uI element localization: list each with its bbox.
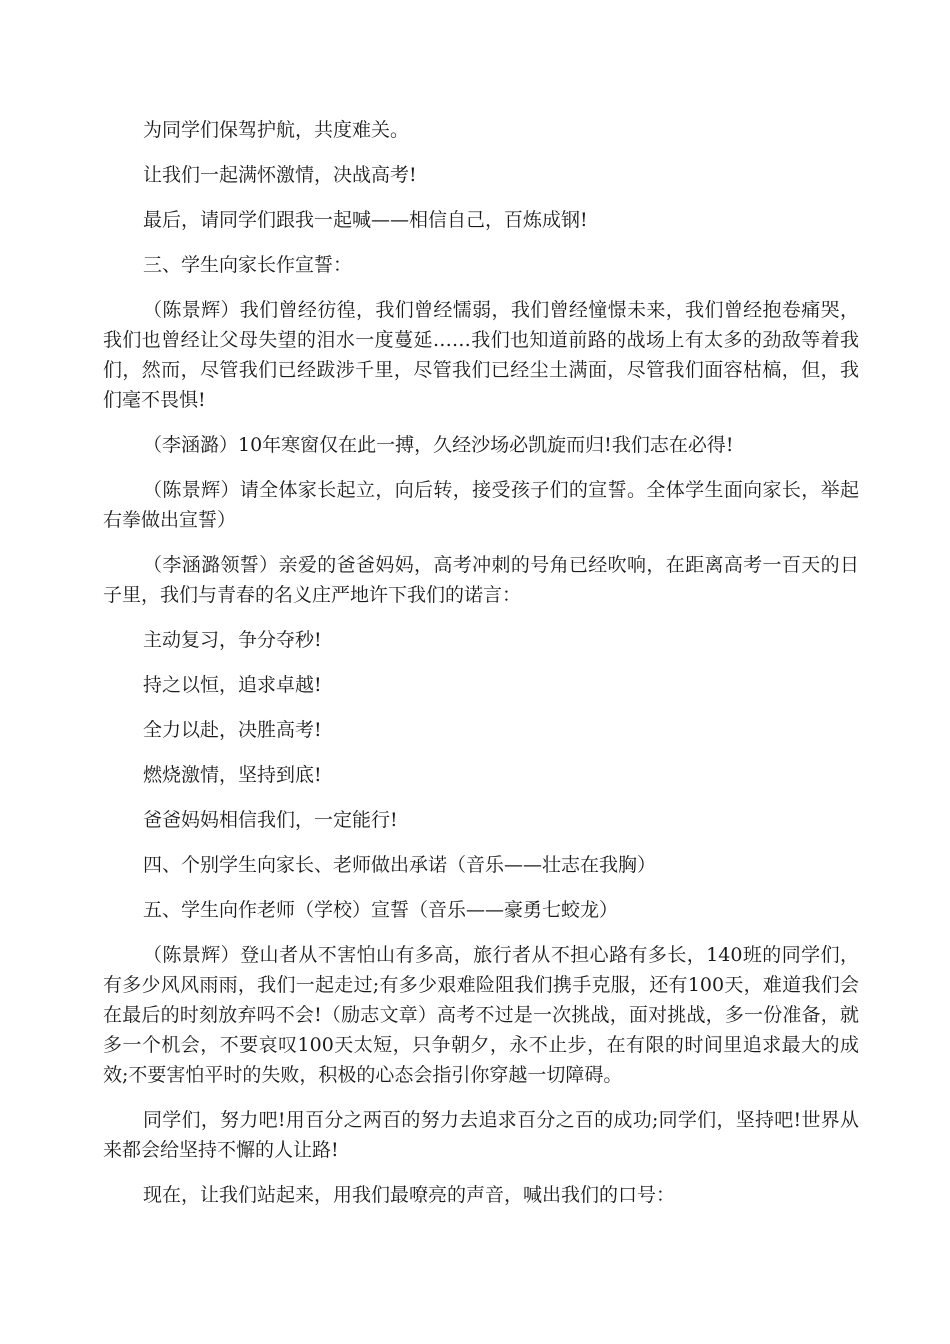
paragraph-chen-encouragement: （陈景辉）登山者从不害怕山有多高，旅行者从不担心路有多长，140班的同学们，有多少风风雨雨，我们一起走过;有多少艰难险阻我们携手克服，还有100天，难道我们会在最后的时刻放弃吗不会!（励志文章）高考不过是一次挑战，面对挑战，多一份准备，就多一个机会，不要哀叹100天太短，只争朝夕，永不止步，在有限的时间里追求最大的成效;不要害怕平时的失败，积极的心态会指引你穿越一切障碍。 [103,944,859,1086]
paragraph-stand-up: 现在，让我们站起来，用我们最嘹亮的声音，喊出我们的口号： [143,1184,676,1206]
paragraph-chen-instruction: （陈景辉）请全体家长起立，向后转，接受孩子们的宣誓。全体学生面向家长，举起右拳做出宣誓） [103,479,859,531]
paragraph-classmates-cheer: 同学们，努力吧!用百分之两百的努力去追求百分之百的成功;同学们，坚持吧!世界从来都会给坚持不懈的人让路! [103,1109,859,1161]
paragraph-escort: 为同学们保驾护航，共度难关。 [143,119,410,141]
paragraph-li-oath-lead: （李涵潞领誓）亲爱的爸爸妈妈，高考冲刺的号角已经吹响，在距离高考一百天的日子里，我们与青春的名义庄严地许下我们的诺言： [103,554,859,606]
paragraph-li-speech: （李涵潞）10年寒窗仅在此一搏，久经沙场必凯旋而归!我们志在必得! [143,434,734,456]
document-body [103,115,859,1225]
oath-line-1: 主动复习，争分夺秒! [143,629,322,651]
section-heading-four: 四、个别学生向家长、老师做出承诺（音乐——壮志在我胸） [143,854,657,876]
paragraph-slogan-call: 最后，请同学们跟我一起喊——相信自己，百炼成钢! [143,209,588,231]
oath-line-5: 爸爸妈妈相信我们，一定能行! [143,809,398,831]
paragraph-chen-speech: （陈景辉）我们曾经彷徨，我们曾经懦弱，我们曾经憧憬未来，我们曾经抱卷痛哭，我们也曾经让父母失望的泪水一度蔓延……我们也知道前路的战场上有太多的劲敌等着我们，然而，尽管我们已经跋涉千里，尽管我们已经尘土满面，尽管我们面容枯槁，但，我们毫不畏惧! [103,299,859,411]
paragraph-passion: 让我们一起满怀激情，决战高考! [143,164,417,186]
section-heading-five: 五、学生向作老师（学校）宣誓（音乐——豪勇七蛟龙） [143,899,619,921]
oath-line-4: 燃烧激情，坚持到底! [143,764,322,786]
section-heading-three: 三、学生向家长作宣誓： [143,254,353,276]
oath-line-3: 全力以赴，决胜高考! [143,719,322,741]
oath-line-2: 持之以恒，追求卓越! [143,674,322,696]
